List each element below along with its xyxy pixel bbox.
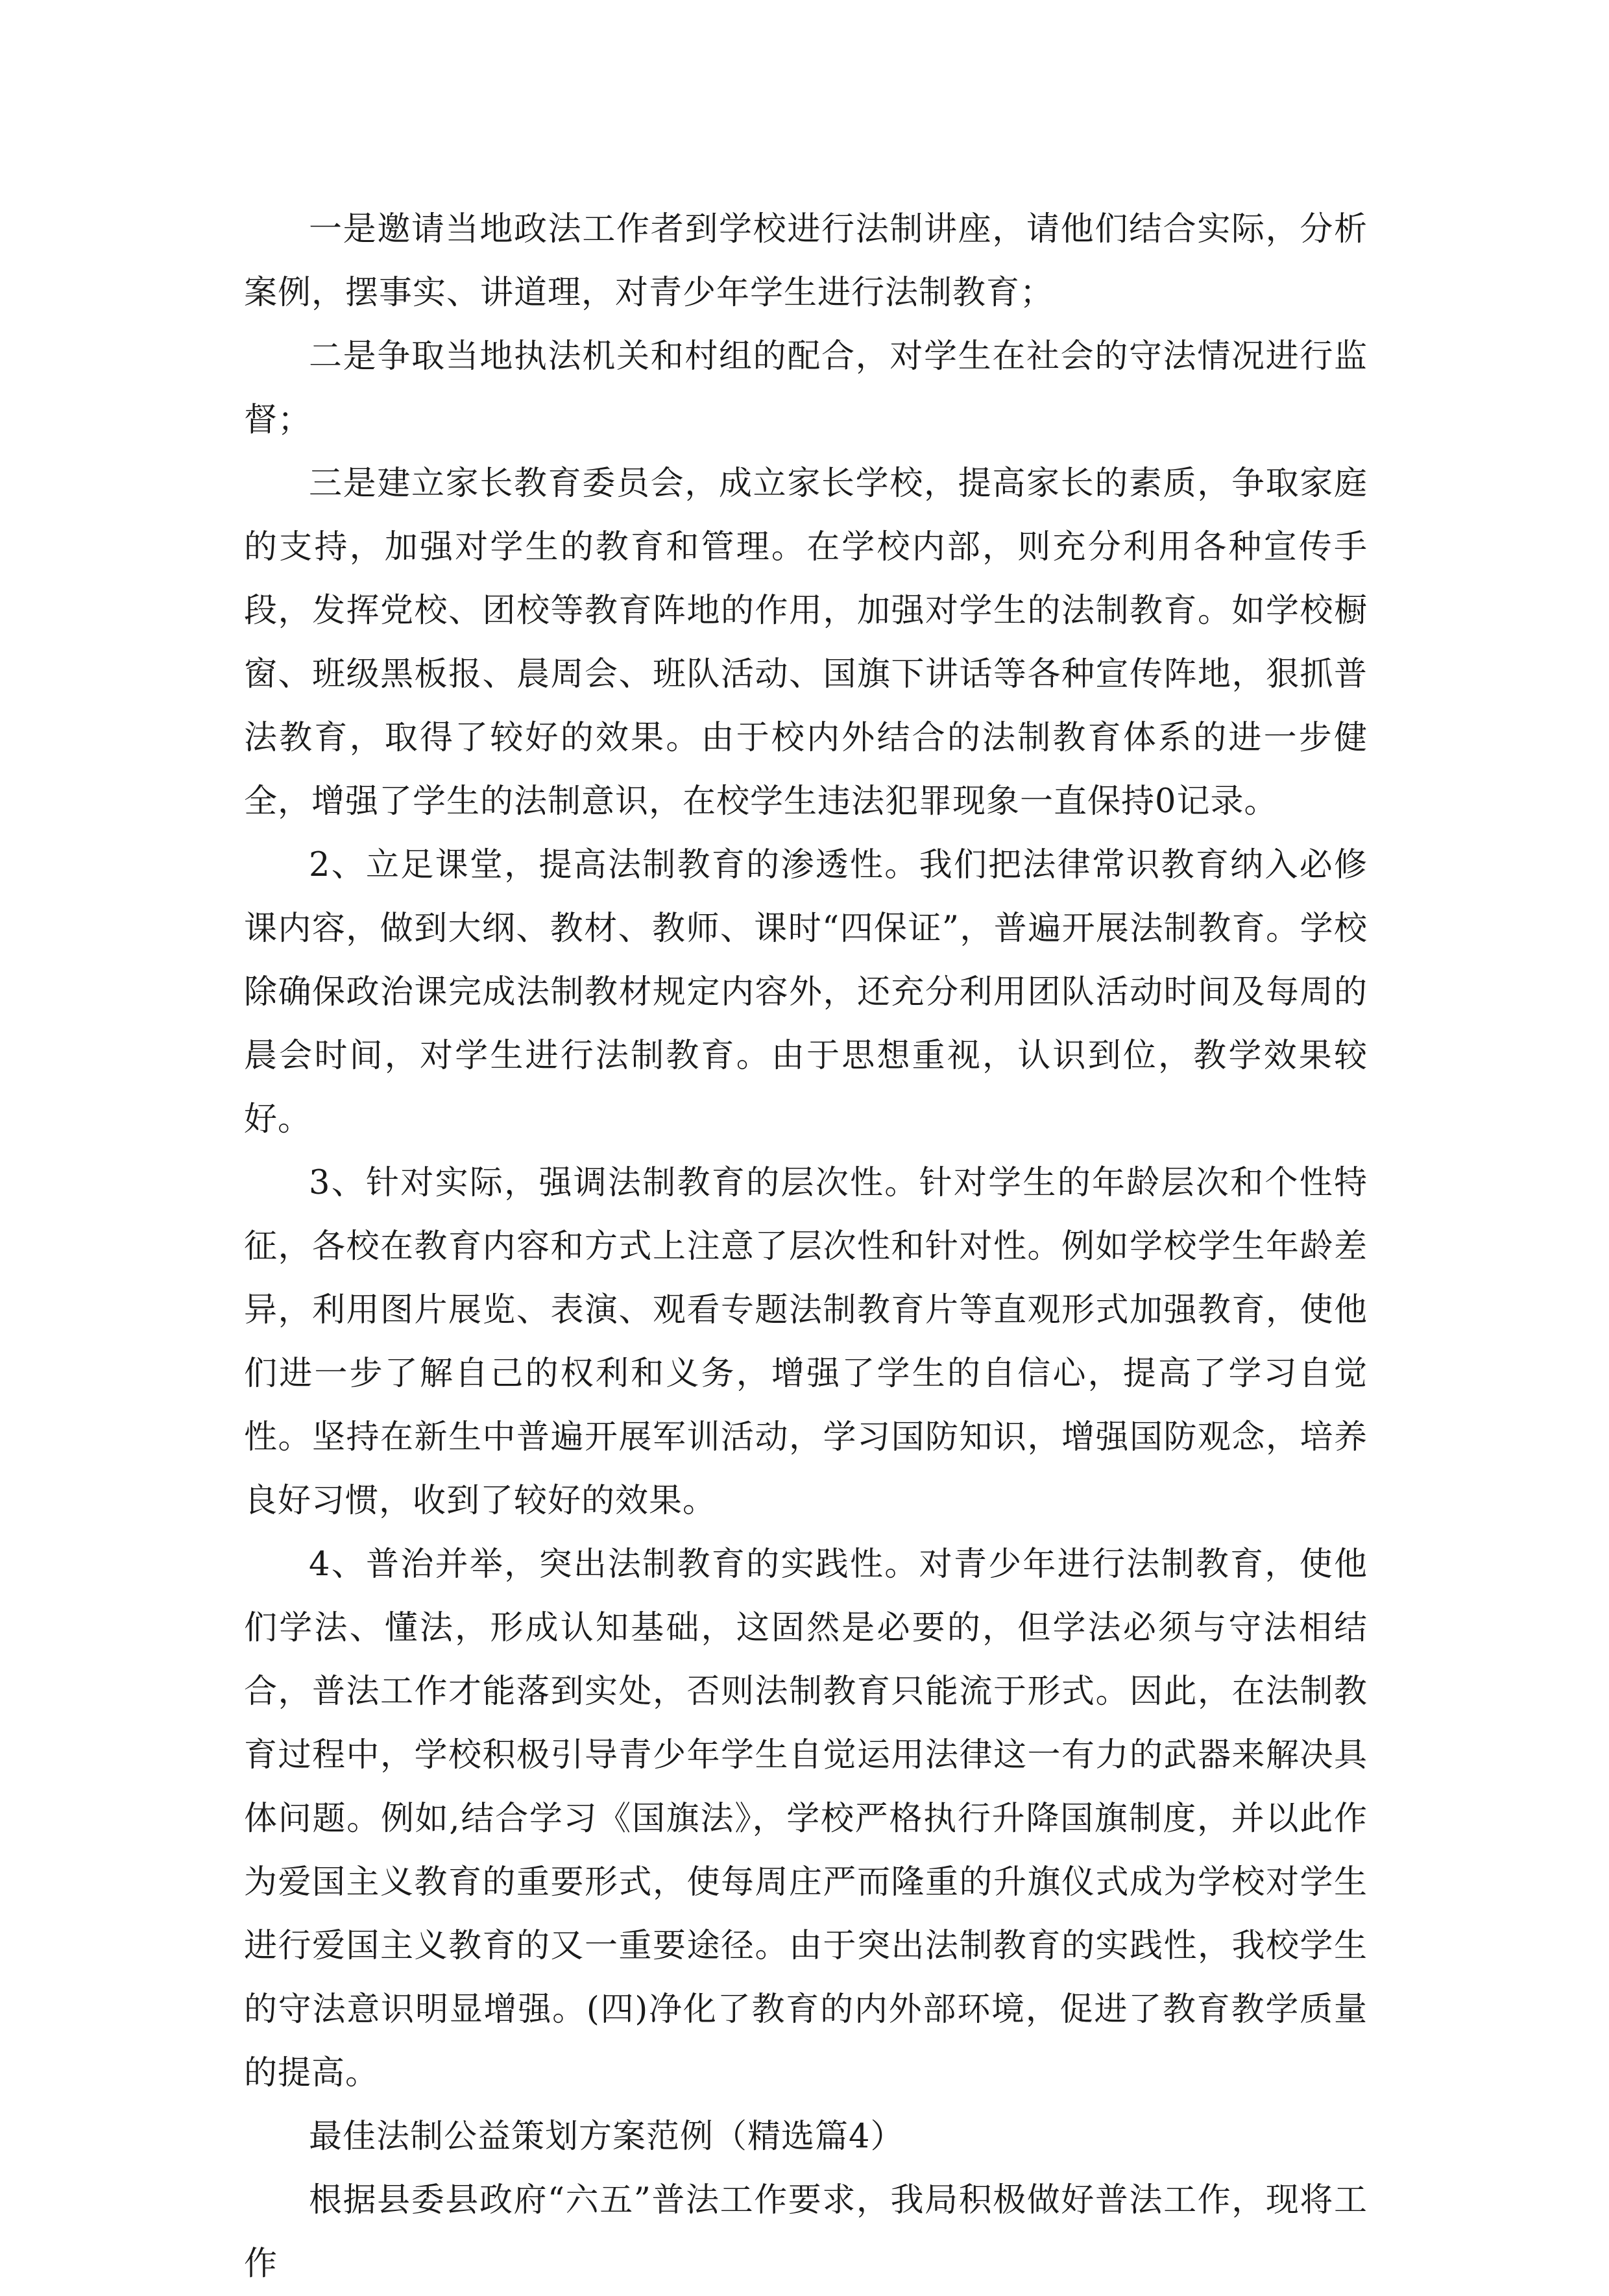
paragraph-law-enforcement-cooperation: 二是争取当地执法机关和村组的配合，对学生在社会的守法情况进行监督； (244, 337, 1368, 439)
paragraph-parent-committee: 三是建立家长教育委员会，成立家长学校，提高家长的素质，争取家庭的支持，加强对学生的教育和管理。在学校内部，则充分利用各种宣传手段，发挥党校、团校等教育阵地的作用，加强对学生的法制教育。如学校橱窗、班级黑板报、晨周会、班队活动、国旗下讲话等各种宣传阵地，狠抓普法教育，取得了较好的效果。由于校内外结合的法制教育体系的进一步健全，增强了学生的法制意识，在校学生违法犯罪现象一直保持0记录。 (244, 465, 1368, 821)
paragraph-six-five-plan: 根据县委县政府“六五”普法工作要求，我局积极做好普法工作，现将工作 (244, 2181, 1368, 2283)
paragraph-practice-education: 4、普治并举，突出法制教育的实践性。对青少年进行法制教育，使他们学法、懂法，形成认知基础，这固然是必要的，但学法必须与守法相结合，普法工作才能落到实处，否则法制教育只能流于形式。因此，在法制教育过程中，学校积极引导青少年学生自觉运用法律这一有力的武器来解决具体问题。例如,结合学习《国旗法》，学校严格执行升降国旗制度，并以此作为爱国主义教育的重要形式，使每周庄严而隆重的升旗仪式成为学校对学生进行爱国主义教育的又一重要途径。由于突出法制教育的实践性，我校学生的守法意识明显增强。(四)净化了教育的内外部环境，促进了教育教学质量的提高。 (244, 1545, 1368, 2092)
section-heading: 最佳法制公益策划方案范例（精选篇4） (309, 2118, 904, 2156)
document-body (244, 198, 1368, 2296)
paragraph-invite-lecture: 一是邀请当地政法工作者到学校进行法制讲座，请他们结合实际，分析案例，摆事实、讲道理，对青少年学生进行法制教育； (244, 210, 1368, 312)
paragraph-classroom-education: 2、立足课堂，提高法制教育的渗透性。我们把法律常识教育纳入必修课内容，做到大纲、教材、教师、课时“四保证”，普遍开展法制教育。学校除确保政治课完成法制教材规定内容外，还充分利用团队活动时间及每周的晨会时间，对学生进行法制教育。由于思想重视，认识到位，教学效果较好。 (244, 846, 1368, 1139)
paragraph-targeted-education: 3、针对实际，强调法制教育的层次性。针对学生的年龄层次和个性特征，各校在教育内容和方式上注意了层次性和针对性。例如学校学生年龄差异，利用图片展览、表演、观看专题法制教育片等直观形式加强教育，使他们进一步了解自己的权利和义务，增强了学生的自信心，提高了学习自觉性。坚持在新生中普遍开展军训活动，学习国防知识，增强国防观念，培养良好习惯，收到了较好的效果。 (244, 1164, 1368, 1520)
